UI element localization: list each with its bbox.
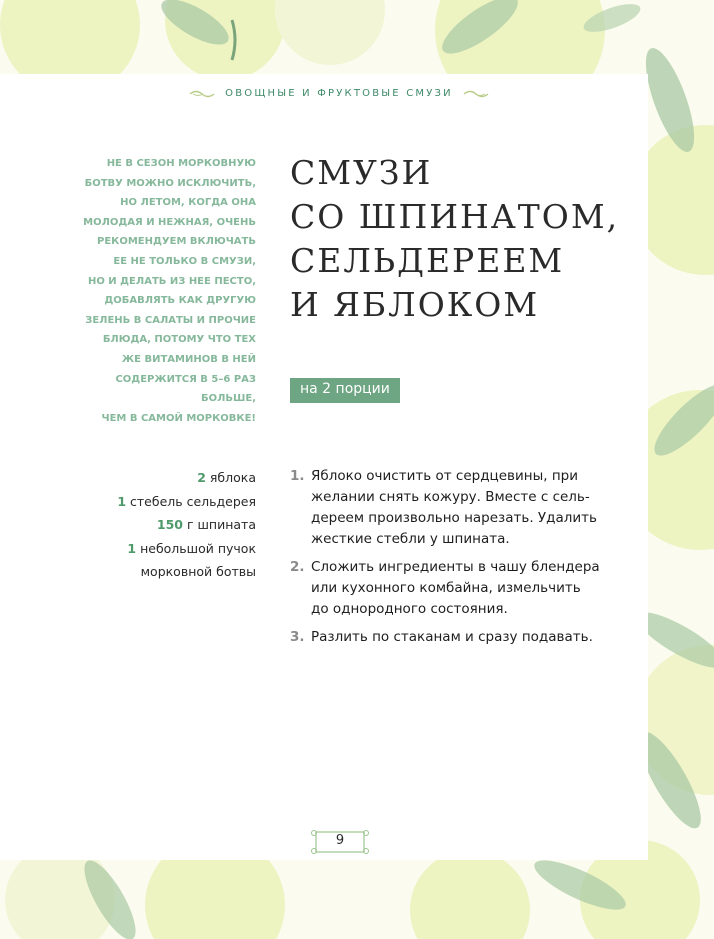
instruction-step bbox=[290, 557, 620, 620]
page-number-box bbox=[310, 829, 370, 855]
sidenote-text: НЕ В СЕЗОН МОРКОВНУЮ БОТВУ МОЖНО ИСКЛЮЧИТЬ, НО ЛЕТОМ, КОГДА ОНА МОЛОДАЯ И НЕЖНАЯ, ОЧЕНЬ РЕКОМЕНДУЕМ ВКЛЮЧАТЬ ЕЕ НЕ ТОЛЬКО В СМУЗИ, НО И ДЕЛАТЬ ИЗ НЕЕ ПЕСТО, ДОБАВЛЯТЬ КАК ДРУГУЮ ЗЕЛЕНЬ В САЛАТЫ И ПРОЧИЕ БЛЮДА, ПОТОМУ ЧТО ТЕХ ЖЕ ВИТАМИНОВ В НЕЙ СОДЕРЖИТСЯ В 5–6 РАЗ БОЛЬШЕ, ЧЕМ В САМОЙ МОРКОВКЕ! bbox=[83, 158, 256, 424]
ingredient-name: стебель сельдерея bbox=[126, 493, 256, 509]
ingredient-name: яблока bbox=[205, 470, 256, 485]
ornament-left-icon bbox=[189, 89, 215, 99]
recipe-title: СМУЗИ СО ШПИНАТОМ, СЕЛЬДЕРЕЕМ И ЯБЛОКОМ bbox=[290, 153, 620, 324]
section-title: ОВОЩНЫЕ И ФРУКТОВЫЕ СМУЗИ bbox=[225, 88, 453, 99]
step-number: 3. bbox=[290, 629, 305, 645]
servings-badge: на 2 порции bbox=[290, 378, 400, 403]
step-text: Разлить по стаканам и сразу подавать. bbox=[311, 629, 593, 645]
ornament-right-icon bbox=[463, 89, 489, 99]
section-header bbox=[174, 88, 504, 99]
ingredient-name: небольшой пучок морковной ботвы bbox=[140, 540, 256, 579]
step-text: Сложить ингредиенты в чашу блендера или кухонного комбайна, измельчить до однородного состояния. bbox=[311, 559, 600, 617]
step-number: 2. bbox=[290, 559, 305, 575]
instruction-step bbox=[290, 627, 620, 648]
ingredient-qty: 1 bbox=[127, 540, 137, 556]
ingredient-qty: 2 bbox=[197, 470, 206, 485]
ingredient-qty: 150 bbox=[156, 517, 183, 532]
step-text: Яблоко очистить от сердцевины, при желании снять кожуру. Вместе с сель- дереем произвольно нарезать. Удалить жесткие стебли у шпината. bbox=[311, 468, 597, 547]
page-number: 9 bbox=[335, 833, 345, 848]
ingredient-item bbox=[60, 490, 256, 514]
ingredient-item bbox=[60, 513, 256, 537]
ingredient-qty: 1 bbox=[117, 493, 127, 509]
instruction-step bbox=[290, 466, 620, 550]
ingredient-name: г шпината bbox=[182, 517, 256, 532]
ingredient-item bbox=[60, 537, 256, 584]
ingredient-list bbox=[60, 466, 256, 584]
ingredient-item bbox=[60, 466, 256, 490]
instruction-list bbox=[290, 466, 620, 655]
step-number: 1. bbox=[290, 468, 305, 484]
